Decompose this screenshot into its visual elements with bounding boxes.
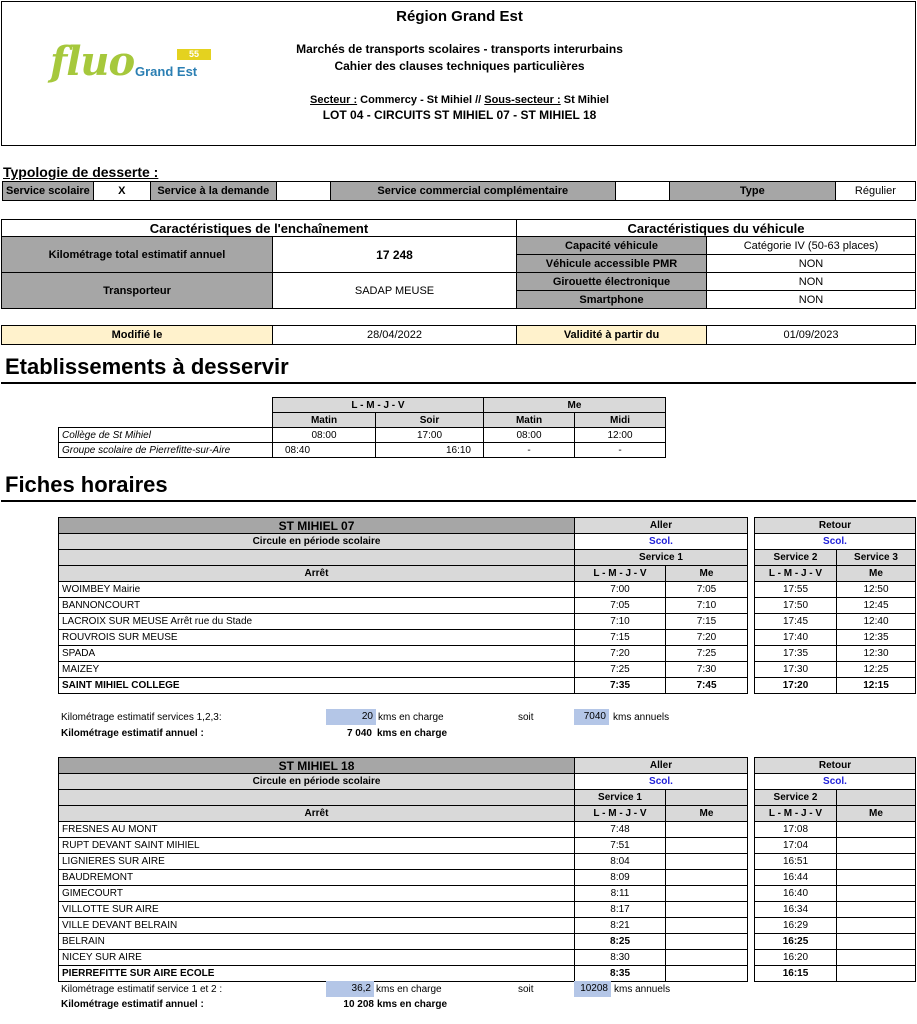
time-aller-lmjv: 8:35: [575, 966, 666, 982]
sm18-km-value: 36,2: [326, 981, 374, 997]
time-aller-me: 7:20: [666, 630, 748, 646]
capacite-value: Catégorie IV (50-63 places): [707, 237, 916, 255]
time-aller-lmjv: 7:00: [575, 582, 666, 598]
stop-name: SAINT MIHIEL COLLEGE: [59, 678, 575, 694]
etab-row-me-matin: -: [484, 443, 575, 458]
timetable-title: ST MIHIEL 18: [59, 758, 575, 774]
service-demande-value: [276, 182, 330, 201]
col-lmjv: L - M - J - V: [575, 806, 666, 822]
fluo-logo: fluo: [50, 38, 135, 85]
sm07-km-label: Kilométrage estimatif services 1,2,3:: [61, 712, 222, 723]
caracteristiques-table: [1, 219, 916, 309]
time-retour-lmjv: 17:55: [755, 582, 837, 598]
secteur-value: Commercy - St Mihiel //: [357, 94, 485, 106]
gap: [748, 582, 755, 598]
sm18-km-unit: kms en charge: [376, 984, 442, 995]
time-aller-me: [666, 934, 748, 950]
time-retour-me: [837, 934, 916, 950]
gap: [748, 566, 755, 582]
etab-days-me: Me: [484, 398, 666, 413]
retour-service-3: Service 3: [837, 550, 916, 566]
gap: [748, 598, 755, 614]
time-retour-me: 12:15: [837, 678, 916, 694]
stop-name: BAUDREMONT: [59, 870, 575, 886]
etablissements-title: Etablissements à desservir: [5, 354, 289, 379]
etab-row-soir: 16:10: [376, 443, 484, 458]
gap: [748, 822, 755, 838]
time-aller-lmjv: 8:25: [575, 934, 666, 950]
time-retour-me: 12:50: [837, 582, 916, 598]
time-retour-lmjv: 16:44: [755, 870, 837, 886]
etab-days-lmjv: L - M - J - V: [273, 398, 484, 413]
retour-service-2: Service 2: [755, 550, 837, 566]
time-aller-lmjv: 8:30: [575, 950, 666, 966]
time-aller-me: [666, 950, 748, 966]
stop-name: RUPT DEVANT SAINT MIHIEL: [59, 838, 575, 854]
lot-title: LOT 04 - CIRCUITS ST MIHIEL 07 - ST MIHIEL 18: [322, 108, 597, 122]
sm18-km-label: Kilométrage estimatif service 1 et 2 :: [61, 984, 223, 995]
time-aller-me: [666, 854, 748, 870]
time-aller-me: [666, 838, 748, 854]
gap: [748, 854, 755, 870]
typologie-table: [2, 181, 916, 201]
etab-row-me-midi: 12:00: [575, 428, 666, 443]
timetable-st-mihiel-07: [58, 517, 916, 694]
blank: [59, 790, 575, 806]
time-retour-lmjv: 16:40: [755, 886, 837, 902]
time-retour-lmjv: 17:08: [755, 822, 837, 838]
etab-empty: [59, 398, 273, 413]
gap: [748, 630, 755, 646]
time-retour-me: [837, 966, 916, 982]
aller-service: Service 1: [575, 550, 748, 566]
etab-row-name: Collège de St Mihiel: [59, 428, 273, 443]
table-row: [59, 886, 916, 902]
gap: [748, 886, 755, 902]
stop-name: NICEY SUR AIRE: [59, 950, 575, 966]
girouette-label: Girouette électronique: [517, 273, 707, 291]
time-aller-lmjv: 7:25: [575, 662, 666, 678]
gap: [748, 838, 755, 854]
time-retour-lmjv: 16:20: [755, 950, 837, 966]
timetable-st-mihiel-18: [58, 757, 916, 982]
gap: [748, 534, 755, 550]
gap: [748, 758, 755, 774]
typologie-title: Typologie de desserte :: [3, 164, 159, 180]
stop-name: VILLE DEVANT BELRAIN: [59, 918, 575, 934]
time-aller-me: 7:25: [666, 646, 748, 662]
vehicule-title: Caractéristiques du véhicule: [517, 220, 916, 237]
subtitle-cahier: Cahier des clauses techniques particulières: [334, 59, 585, 73]
col-lmjv: L - M - J - V: [755, 566, 837, 582]
col-lmjv: L - M - J - V: [575, 566, 666, 582]
etab-row-me-midi: -: [575, 443, 666, 458]
sm18-km-total-label: Kilométrage estimatif annuel :: [61, 999, 204, 1010]
sm07-km-total-value: 7 040: [346, 728, 372, 739]
smartphone-value: NON: [707, 291, 916, 309]
time-aller-lmjv: 8:04: [575, 854, 666, 870]
time-aller-lmjv: 8:09: [575, 870, 666, 886]
etab-row-matin: 08:00: [273, 428, 376, 443]
smartphone-label: Smartphone: [517, 291, 707, 309]
subtitle-marches: Marchés de transports scolaires - transports interurbains: [296, 42, 623, 56]
time-retour-lmjv: 17:45: [755, 614, 837, 630]
stop-name: PIERREFITTE SUR AIRE ECOLE: [59, 966, 575, 982]
time-aller-me: 7:10: [666, 598, 748, 614]
time-aller-me: 7:05: [666, 582, 748, 598]
sm18-km-total-unit: kms en charge: [377, 999, 448, 1010]
time-aller-lmjv: 7:35: [575, 678, 666, 694]
time-aller-me: [666, 822, 748, 838]
time-retour-me: [837, 886, 916, 902]
gap: [748, 550, 755, 566]
capacite-label: Capacité véhicule: [517, 237, 707, 255]
stop-name: SPADA: [59, 646, 575, 662]
table-row: [59, 646, 916, 662]
pmr-label: Véhicule accessible PMR: [517, 255, 707, 273]
etab-me-midi: Midi: [575, 413, 666, 428]
stop-name: MAIZEY: [59, 662, 575, 678]
document-header: [1, 1, 916, 146]
time-aller-lmjv: 7:05: [575, 598, 666, 614]
table-row: [59, 582, 916, 598]
time-aller-lmjv: 7:15: [575, 630, 666, 646]
stop-name: WOIMBEY Mairie: [59, 582, 575, 598]
etab-matin: Matin: [273, 413, 376, 428]
service-scolaire-value: X: [93, 182, 150, 201]
etab-row-soir: 17:00: [376, 428, 484, 443]
time-aller-me: 7:15: [666, 614, 748, 630]
col-me: Me: [837, 566, 916, 582]
sm07-km-annual: 7040: [574, 709, 609, 725]
transporteur-value: SADAP MEUSE: [273, 273, 517, 309]
timetable-title: ST MIHIEL 07: [59, 518, 575, 534]
stop-name: ROUVROIS SUR MEUSE: [59, 630, 575, 646]
aller-header: Aller: [575, 518, 748, 534]
gap: [748, 902, 755, 918]
sm07-km-total-unit: kms en charge: [377, 728, 448, 739]
time-aller-me: [666, 966, 748, 982]
time-retour-me: 12:35: [837, 630, 916, 646]
col-me: Me: [666, 566, 748, 582]
stop-name: GIMECOURT: [59, 886, 575, 902]
logo-badge-55: 55: [177, 49, 211, 60]
gap: [748, 790, 755, 806]
gap: [748, 934, 755, 950]
modifie-value: 28/04/2022: [273, 326, 517, 345]
sm07-km-total-label: Kilométrage estimatif annuel :: [61, 728, 204, 739]
gap: [748, 774, 755, 790]
girouette-value: NON: [707, 273, 916, 291]
time-aller-me: 7:45: [666, 678, 748, 694]
table-row: [59, 966, 916, 982]
table-row: [59, 918, 916, 934]
gap: [748, 614, 755, 630]
time-aller-lmjv: 8:11: [575, 886, 666, 902]
aller-scol: Scol.: [575, 534, 748, 550]
pmr-value: NON: [707, 255, 916, 273]
table-row: [59, 598, 916, 614]
time-aller-me: [666, 886, 748, 902]
time-retour-lmjv: 16:15: [755, 966, 837, 982]
secteur-label: Secteur :: [310, 94, 358, 106]
time-retour-lmjv: 17:20: [755, 678, 837, 694]
retour-service-2: Service 2: [755, 790, 837, 806]
validite-value: 01/09/2023: [707, 326, 916, 345]
time-retour-lmjv: 17:40: [755, 630, 837, 646]
time-aller-lmjv: 8:21: [575, 918, 666, 934]
time-aller-me: [666, 870, 748, 886]
time-aller-me: [666, 902, 748, 918]
sm07-km-unit: kms en charge: [378, 712, 444, 723]
gap: [748, 950, 755, 966]
arret-header: Arrêt: [59, 806, 575, 822]
soussecteur-value: St Mihiel: [560, 94, 609, 106]
time-retour-lmjv: 16:25: [755, 934, 837, 950]
time-retour-lmjv: 16:29: [755, 918, 837, 934]
blank: [837, 790, 916, 806]
time-retour-me: [837, 838, 916, 854]
table-row: [59, 902, 916, 918]
soussecteur-label: Sous-secteur :: [484, 94, 561, 106]
sm07-km-annual-unit: kms annuels: [613, 712, 670, 723]
time-retour-lmjv: 17:50: [755, 598, 837, 614]
grand-est-logo-text: Grand Est: [135, 64, 198, 79]
arret-header: Arrêt: [59, 566, 575, 582]
time-retour-lmjv: 16:34: [755, 902, 837, 918]
stop-name: BELRAIN: [59, 934, 575, 950]
col-me: Me: [666, 806, 748, 822]
time-retour-me: [837, 902, 916, 918]
time-retour-lmjv: 16:51: [755, 854, 837, 870]
transporteur-label: Transporteur: [2, 273, 273, 309]
stop-name: LIGNIERES SUR AIRE: [59, 854, 575, 870]
time-retour-me: [837, 822, 916, 838]
modification-table: [1, 325, 916, 345]
aller-header: Aller: [575, 758, 748, 774]
enchainement-title: Caractéristiques de l'enchaînement: [2, 220, 517, 237]
table-row: [59, 630, 916, 646]
sm18-soit: soit: [518, 984, 534, 995]
aller-service: Service 1: [575, 790, 666, 806]
table-row: [59, 950, 916, 966]
time-retour-me: 12:30: [837, 646, 916, 662]
time-retour-lmjv: 17:04: [755, 838, 837, 854]
time-aller-lmjv: 8:17: [575, 902, 666, 918]
time-retour-me: 12:25: [837, 662, 916, 678]
stop-name: LACROIX SUR MEUSE Arrêt rue du Stade: [59, 614, 575, 630]
gap: [748, 966, 755, 982]
retour-header: Retour: [755, 518, 916, 534]
time-retour-me: 12:40: [837, 614, 916, 630]
col-me: Me: [837, 806, 916, 822]
time-aller-lmjv: 7:51: [575, 838, 666, 854]
gap: [748, 518, 755, 534]
aller-scol: Scol.: [575, 774, 748, 790]
table-row: [59, 614, 916, 630]
type-label: Type: [669, 182, 835, 201]
table-row: [59, 870, 916, 886]
circule-label: Circule en période scolaire: [59, 534, 575, 550]
gap: [748, 870, 755, 886]
blank: [666, 790, 748, 806]
retour-scol: Scol.: [755, 534, 916, 550]
etab-row-me-matin: 08:00: [484, 428, 575, 443]
etab-row-matin: 08:40: [273, 443, 376, 458]
table-row: [59, 934, 916, 950]
sm18-km-annual: 10208: [574, 981, 611, 997]
sm18-km-annual-unit: kms annuels: [614, 984, 671, 995]
fiches-rule: [1, 500, 916, 502]
service-demande-label: Service à la demande: [150, 182, 276, 201]
secteur-line: [2, 94, 917, 106]
etab-soir: Soir: [376, 413, 484, 428]
table-row: [59, 662, 916, 678]
time-retour-lmjv: 17:30: [755, 662, 837, 678]
stop-name: BANNONCOURT: [59, 598, 575, 614]
service-commercial-label: Service commercial complémentaire: [330, 182, 615, 201]
stop-name: VILLOTTE SUR AIRE: [59, 902, 575, 918]
retour-header: Retour: [755, 758, 916, 774]
gap: [748, 678, 755, 694]
table-row: [59, 822, 916, 838]
validite-label: Validité à partir du: [517, 326, 707, 345]
col-lmjv: L - M - J - V: [755, 806, 837, 822]
gap: [748, 806, 755, 822]
type-value: Régulier: [835, 182, 915, 201]
etab-row-name: Groupe scolaire de Pierrefitte-sur-Aire: [59, 443, 273, 458]
time-aller-me: 7:30: [666, 662, 748, 678]
time-retour-me: [837, 854, 916, 870]
service-commercial-value: [615, 182, 669, 201]
circule-label: Circule en période scolaire: [59, 774, 575, 790]
gap: [748, 662, 755, 678]
time-retour-me: [837, 918, 916, 934]
table-row: [59, 838, 916, 854]
timetable-body: [59, 822, 916, 982]
sm07-km-value: 20: [326, 709, 376, 725]
time-retour-me: [837, 950, 916, 966]
sm07-soit: soit: [518, 712, 534, 723]
etab-me-matin: Matin: [484, 413, 575, 428]
modifie-label: Modifié le: [2, 326, 273, 345]
gap: [748, 918, 755, 934]
time-aller-lmjv: 7:10: [575, 614, 666, 630]
page-title: Région Grand Est: [396, 8, 523, 25]
time-retour-me: [837, 870, 916, 886]
sm18-km-total-value: 10 208: [343, 999, 374, 1010]
km-total-label: Kilométrage total estimatif annuel: [2, 237, 273, 273]
table-row: [59, 854, 916, 870]
time-aller-me: [666, 918, 748, 934]
retour-scol: Scol.: [755, 774, 916, 790]
time-aller-lmjv: 7:48: [575, 822, 666, 838]
etab-empty-2: [59, 413, 273, 428]
service-scolaire-label: Service scolaire: [3, 182, 94, 201]
time-aller-lmjv: 7:20: [575, 646, 666, 662]
km-total-value: 17 248: [273, 237, 517, 273]
timetable-body: [59, 582, 916, 694]
blank: [59, 550, 575, 566]
table-row: [59, 678, 916, 694]
gap: [748, 646, 755, 662]
etablissements-table: [58, 397, 666, 458]
time-retour-me: 12:45: [837, 598, 916, 614]
stop-name: FRESNES AU MONT: [59, 822, 575, 838]
fiches-title: Fiches horaires: [5, 472, 168, 497]
etablissements-rule: [1, 382, 916, 384]
time-retour-lmjv: 17:35: [755, 646, 837, 662]
